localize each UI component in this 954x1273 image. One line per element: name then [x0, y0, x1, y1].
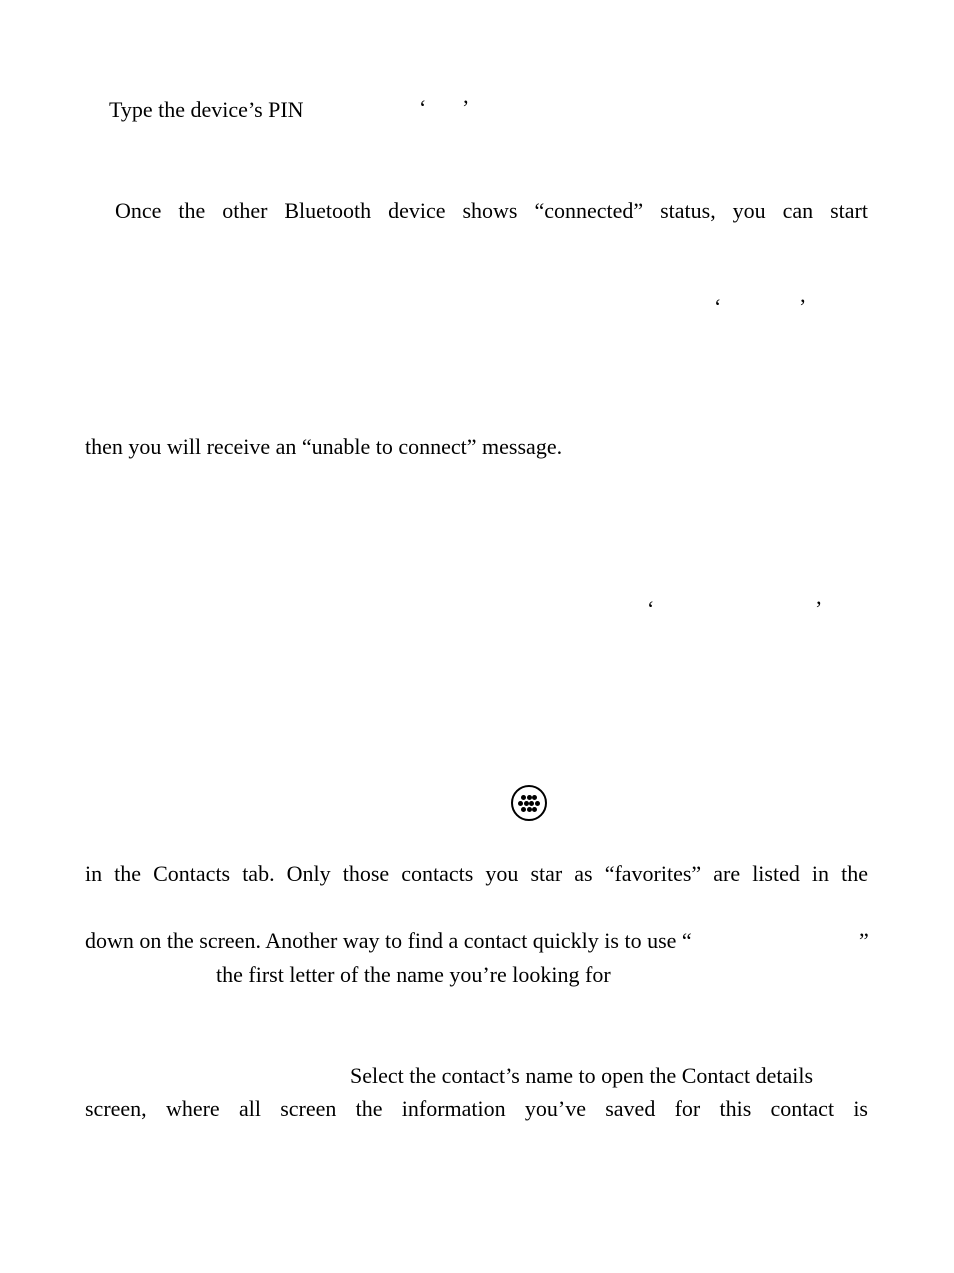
word: all — [238, 1096, 261, 1121]
pin-quote-open: ‘ — [419, 95, 427, 120]
dot — [532, 807, 537, 812]
word: contact — [770, 1096, 835, 1121]
word: can — [782, 198, 814, 223]
word: other — [222, 198, 268, 223]
word: saved — [605, 1096, 656, 1121]
word: is — [853, 1096, 868, 1121]
quote-close-2: ’ — [799, 294, 807, 319]
word: start — [830, 198, 868, 223]
quote-open-2: ‘ — [714, 294, 722, 319]
word: screen, — [85, 1096, 147, 1121]
word: for — [674, 1096, 701, 1121]
dot — [521, 795, 526, 800]
dot — [529, 801, 534, 806]
unable-text: then you will receive an “unable to connect” message. — [85, 434, 563, 459]
word: where — [165, 1096, 220, 1121]
word: the — [178, 198, 206, 223]
dot — [532, 795, 537, 800]
word: “connected” — [534, 198, 644, 223]
pin-text: Type the device’s PIN — [109, 97, 304, 122]
connected-line — [115, 198, 868, 224]
first-letter-text: the first letter of the name you’re looking for — [216, 962, 611, 987]
dot — [527, 795, 532, 800]
word: Once — [115, 198, 162, 223]
dot — [535, 801, 540, 806]
word: you — [732, 198, 766, 223]
word: device — [388, 198, 446, 223]
select-contact-text: Select the contact’s name to open the Contact details — [350, 1063, 814, 1088]
word: the — [355, 1096, 383, 1121]
pin-quote-close: ’ — [462, 95, 470, 120]
word: status, — [660, 198, 716, 223]
quote-close-3: ’ — [815, 596, 823, 621]
contacts-tab-text: in the Contacts tab. Only those contacts you star as “favorites” are listed in the — [85, 861, 868, 886]
down-screen-text: down on the screen. Another way to find a contact quickly is to use “ — [85, 928, 692, 953]
word: shows — [462, 198, 518, 223]
dot — [521, 807, 526, 812]
dot — [518, 801, 523, 806]
word: this — [719, 1096, 752, 1121]
dot — [524, 801, 529, 806]
word: screen — [280, 1096, 337, 1121]
quote-open-3: ‘ — [647, 596, 655, 621]
down-screen-quote-close: ” — [859, 928, 869, 953]
word: you’ve — [524, 1096, 586, 1121]
screen-where-line — [85, 1096, 868, 1122]
dot — [527, 807, 532, 812]
apps-grid-icon — [511, 785, 547, 821]
word: information — [401, 1096, 506, 1121]
word: Bluetooth — [284, 198, 372, 223]
